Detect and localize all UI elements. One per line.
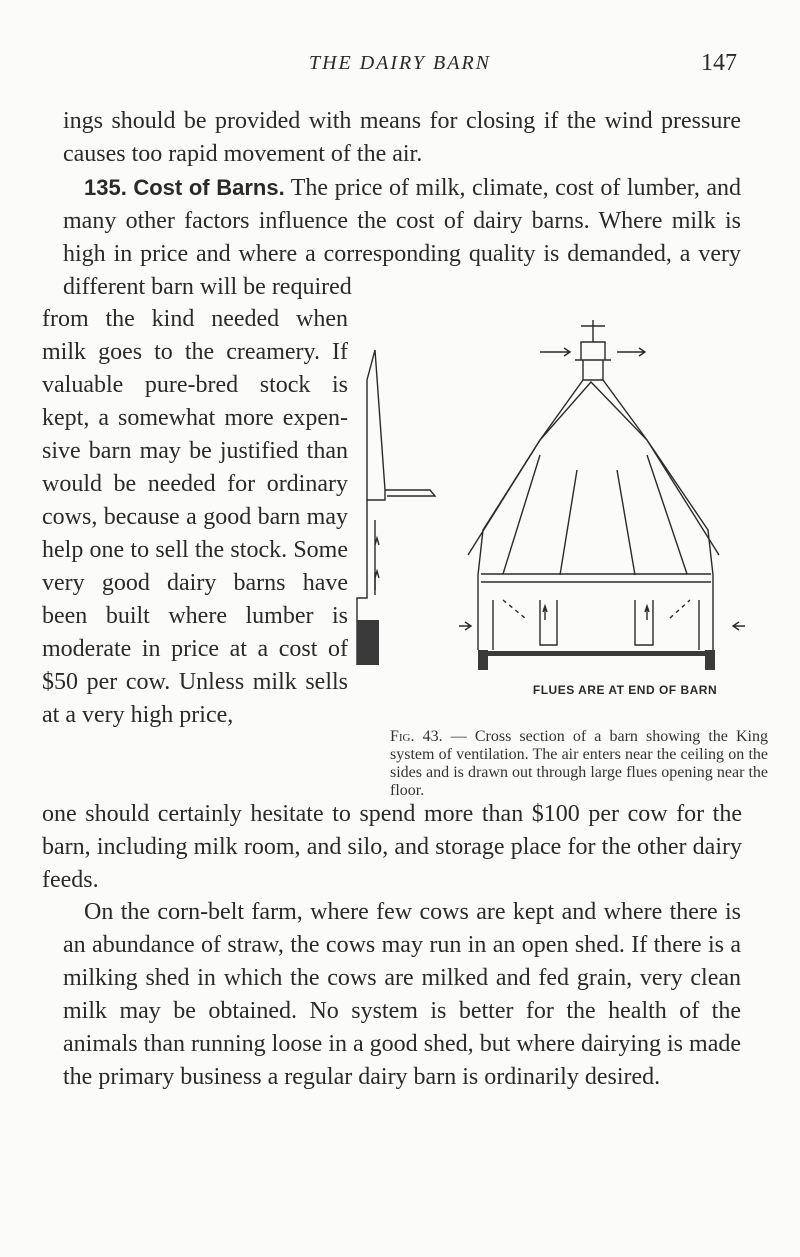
up-arrow [645, 606, 649, 620]
air-exit-arrows [540, 348, 645, 356]
section-135-paragraph [63, 171, 741, 304]
section-number: 135. [84, 175, 127, 200]
interior-rafters [560, 470, 635, 575]
section-135-text: The price of milk, climate, cost of lumber, and many other factors influence the cost of dairy barns. Where milk is high in price and where a corresponding quality is demanded, a very different barn will be required [63, 175, 741, 300]
barn-outline [478, 380, 713, 650]
barn-ventilation-drawing [355, 320, 770, 700]
ceiling [481, 574, 711, 582]
figure-reference: Fig. 43. [390, 728, 443, 745]
side-flue [357, 350, 435, 665]
interior-flues [540, 600, 653, 645]
section-title: Cost of Barns. [133, 175, 285, 200]
running-head [0, 50, 800, 80]
figure-caption [390, 728, 768, 800]
continuation-paragraph: ings should be provided with means for closing if the wind pressure causes too rapid movement of the air. [63, 108, 741, 167]
barn-cross-section-figure [355, 320, 770, 700]
foundation-block [705, 650, 715, 670]
foundation-block [478, 650, 488, 670]
roof-line [468, 382, 719, 555]
running-head-title: THE DAIRY BARN [308, 52, 492, 74]
foundation-block [357, 620, 379, 665]
flue-arrow [375, 571, 379, 590]
up-arrow [543, 606, 547, 620]
floor-slab [488, 651, 705, 656]
cupola-vane [581, 320, 605, 342]
next-paragraph: On the corn-belt farm, where few cows are kept and where there is an abundance of straw, the cows may run in an open shed. If there is a milking shed in which the cows are milked and fed grain, very clean milk may be obtained. No system is better for the health of the animals than running loose in a good shed, but where dairying is made the primary business a regular dairy barn is ordinarily desired. [63, 899, 741, 1090]
side-walls [493, 600, 699, 650]
airflow-paths [503, 600, 690, 618]
cupola [575, 342, 611, 380]
figure-caption-text: — Cross section of a barn showing the King system of ventilation. The air enters near the ceiling on the sides and is drawn out through large flues opening near the floor. [390, 728, 769, 799]
interior-rafters [503, 455, 687, 574]
air-inlet-arrows [459, 622, 745, 630]
figure-label: FLUES ARE AT END OF BARN [532, 683, 718, 697]
section-135-text-after-figure: one should certainly hesitate to spend more than $100 per cow for the barn, including milk room, and silo, and storage place for the other dairy feeds. [42, 801, 742, 893]
section-135-text-beside-figure: from the kind needed when milk goes to the creamery. If valuable pure-bred stock is kept, a somewhat more expensive barn may be justified than would be needed for ordinary cows, because a good barn may help one to sell the stock. Some very good dairy barns have been built where lumber is moderate in price at a cost of $50 per cow. Unless milk sells at a very high price, [42, 306, 348, 728]
page-number: 147 [701, 50, 737, 76]
